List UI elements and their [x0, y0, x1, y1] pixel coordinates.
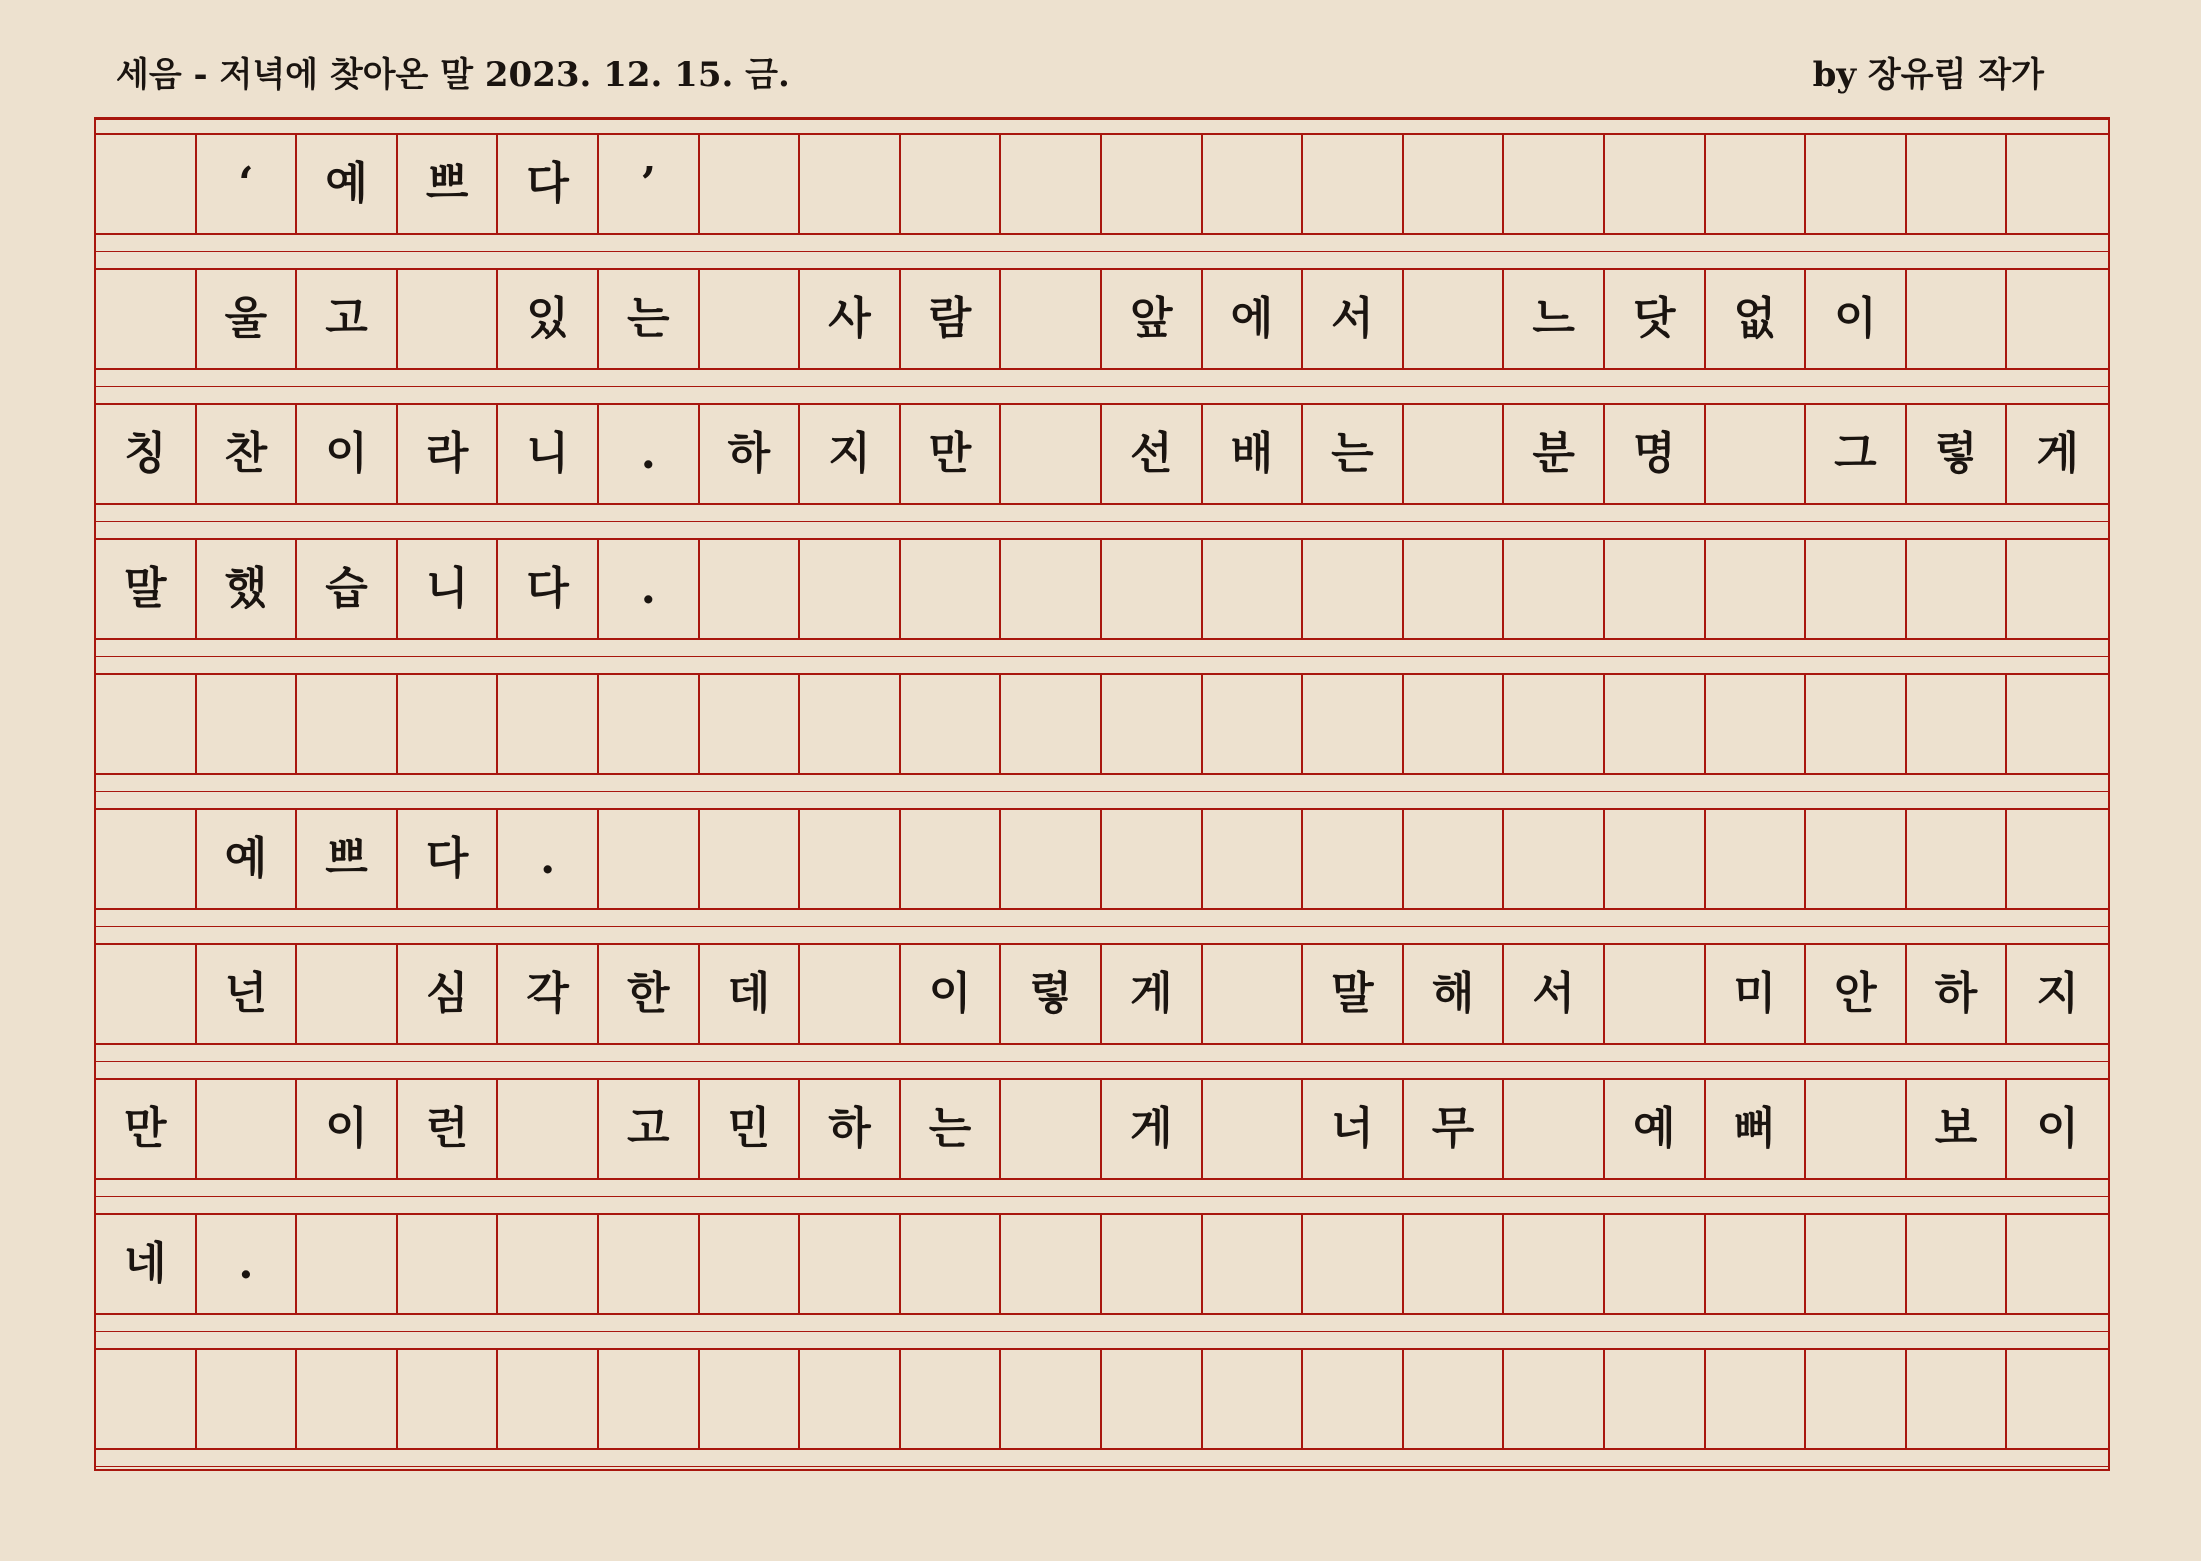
- manuscript-cell: [1605, 945, 1706, 1043]
- manuscript-cell: [2007, 1215, 2108, 1313]
- manuscript-cell: 이: [297, 1080, 398, 1178]
- manuscript-cell: [1504, 1350, 1605, 1448]
- manuscript-cell: [700, 675, 801, 773]
- manuscript-cell: .: [498, 810, 599, 908]
- manuscript-cell: [700, 270, 801, 368]
- margin-rule: [96, 251, 2108, 252]
- manuscript-cell: 사: [800, 270, 901, 368]
- manuscript-cell: [800, 945, 901, 1043]
- manuscript-cell: [800, 675, 901, 773]
- manuscript-cell: .: [599, 405, 700, 503]
- manuscript-cell: 게: [1102, 1080, 1203, 1178]
- manuscript-cell: [1102, 1215, 1203, 1313]
- document-title: 세음 - 저녁에 찾아온 말 2023. 12. 15. 금.: [116, 55, 790, 95]
- manuscript-cell: [1504, 540, 1605, 638]
- manuscript-cell: 넌: [197, 945, 298, 1043]
- manuscript-cell: [1605, 135, 1706, 233]
- manuscript-cell: .: [197, 1215, 298, 1313]
- manuscript-cell: [1102, 810, 1203, 908]
- manuscript-cell: [498, 1350, 599, 1448]
- manuscript-cell: [1504, 1080, 1605, 1178]
- manuscript-cell: [197, 1350, 298, 1448]
- manuscript-cell: 고: [297, 270, 398, 368]
- manuscript-cell: 렇: [1907, 405, 2008, 503]
- manuscript-cell: [1001, 135, 1102, 233]
- manuscript-cell: [1806, 1080, 1907, 1178]
- manuscript-cell: [1404, 540, 1505, 638]
- manuscript-cell: 게: [2036, 428, 2079, 479]
- manuscript-cell: [1605, 675, 1706, 773]
- manuscript-cell: 서: [1504, 945, 1605, 1043]
- manuscript-cell: [700, 1215, 801, 1313]
- manuscript-cell: 지: [2036, 968, 2079, 1019]
- manuscript-cell: 말: [1303, 945, 1404, 1043]
- manuscript-cell: 앞: [1102, 270, 1203, 368]
- manuscript-cell: [1102, 675, 1203, 773]
- manuscript-cell: [1605, 1215, 1706, 1313]
- manuscript-cell: [197, 1080, 298, 1178]
- manuscript-cell: [1203, 1350, 1304, 1448]
- manuscript-cell: [498, 1080, 599, 1178]
- manuscript-cell: [398, 270, 499, 368]
- manuscript-cell: [599, 675, 700, 773]
- manuscript-cell: 말: [96, 540, 197, 638]
- manuscript-cell: [1001, 270, 1102, 368]
- manuscript-cell: 배: [1203, 405, 1304, 503]
- manuscript-cell: [1303, 540, 1404, 638]
- manuscript-sheet: [94, 117, 2110, 1471]
- manuscript-cell: 너: [1303, 1080, 1404, 1178]
- manuscript-cell: [96, 810, 197, 908]
- manuscript-cell: [2007, 270, 2108, 368]
- manuscript-cell: 닷: [1605, 270, 1706, 368]
- manuscript-cell: [96, 135, 197, 233]
- manuscript-cell: 안: [1806, 945, 1907, 1043]
- manuscript-cell: [1102, 1350, 1203, 1448]
- manuscript-cell: [96, 270, 197, 368]
- manuscript-cell: [1404, 405, 1505, 503]
- manuscript-cell: 데: [700, 945, 801, 1043]
- margin-rule: [96, 1466, 2108, 1467]
- manuscript-cell: [1001, 540, 1102, 638]
- manuscript-cell: [1001, 675, 1102, 773]
- manuscript-cell: [700, 540, 801, 638]
- manuscript-cell: [1203, 675, 1304, 773]
- manuscript-cell: [700, 1350, 801, 1448]
- manuscript-row: [96, 1213, 2108, 1315]
- margin-rule: [96, 656, 2108, 657]
- manuscript-cell: [1504, 1215, 1605, 1313]
- manuscript-cell: [1303, 810, 1404, 908]
- manuscript-cell: [96, 1350, 197, 1448]
- manuscript-cell: [1806, 675, 1907, 773]
- manuscript-cell: [800, 810, 901, 908]
- manuscript-cell: 예: [1605, 1080, 1706, 1178]
- manuscript-cell: 느: [1504, 270, 1605, 368]
- manuscript-cell: 고: [599, 1080, 700, 1178]
- manuscript-cell: [1404, 135, 1505, 233]
- manuscript-cell: 쁘: [297, 810, 398, 908]
- manuscript-cell: [1404, 1350, 1505, 1448]
- manuscript-cell: [1203, 1215, 1304, 1313]
- manuscript-cell: [1806, 1215, 1907, 1313]
- manuscript-cell: [96, 675, 197, 773]
- manuscript-cell: [1203, 945, 1304, 1043]
- manuscript-cell: 에: [1203, 270, 1304, 368]
- manuscript-cell: [297, 1350, 398, 1448]
- margin-rule: [96, 386, 2108, 387]
- manuscript-cell: 니: [398, 540, 499, 638]
- manuscript-cell: 니: [498, 405, 599, 503]
- manuscript-cell: 해: [1404, 945, 1505, 1043]
- manuscript-cell: [1907, 270, 2008, 368]
- manuscript-cell: ‘: [197, 135, 298, 233]
- manuscript-cell: [1907, 1350, 2008, 1448]
- manuscript-cell: 민: [700, 1080, 801, 1178]
- manuscript-cell: [1504, 675, 1605, 773]
- manuscript-cell: 했: [197, 540, 298, 638]
- manuscript-cell: [498, 675, 599, 773]
- manuscript-cell: [901, 540, 1002, 638]
- manuscript-cell: [1001, 810, 1102, 908]
- manuscript-cell: [398, 1215, 499, 1313]
- manuscript-row: [96, 1348, 2108, 1450]
- manuscript-cell: 라: [398, 405, 499, 503]
- manuscript-cell: 이: [1806, 270, 1907, 368]
- manuscript-cell: [498, 1215, 599, 1313]
- manuscript-cell: [398, 1350, 499, 1448]
- manuscript-cell: [1706, 810, 1807, 908]
- manuscript-cell: [800, 540, 901, 638]
- manuscript-cell: [1303, 1350, 1404, 1448]
- margin-rule: [96, 521, 2108, 522]
- manuscript-cell: 다: [498, 540, 599, 638]
- manuscript-cell: 있: [498, 270, 599, 368]
- manuscript-cell: [1806, 1350, 1907, 1448]
- manuscript-cell: [2007, 810, 2108, 908]
- manuscript-cell: [1203, 810, 1304, 908]
- manuscript-cell: [1605, 540, 1706, 638]
- manuscript-cell: [1907, 675, 2008, 773]
- manuscript-cell: [700, 810, 801, 908]
- manuscript-cell: [1806, 135, 1907, 233]
- manuscript-cell: 는: [1303, 405, 1404, 503]
- manuscript-cell: 명: [1605, 405, 1706, 503]
- manuscript-cell: [1706, 135, 1807, 233]
- author-credit: by 장유림 작가: [1812, 55, 2044, 95]
- manuscript-cell: [800, 135, 901, 233]
- manuscript-cell: [1907, 540, 2008, 638]
- manuscript-cell: ’: [599, 135, 700, 233]
- manuscript-cell: [1303, 1215, 1404, 1313]
- manuscript-cell: [297, 675, 398, 773]
- manuscript-cell: 하: [800, 1080, 901, 1178]
- manuscript-cell: [297, 945, 398, 1043]
- manuscript-row: [96, 673, 2108, 775]
- manuscript-cell: [1001, 1215, 1102, 1313]
- manuscript-cell: [1001, 405, 1102, 503]
- manuscript-cell: [1203, 135, 1304, 233]
- manuscript-cell: 예: [197, 810, 298, 908]
- manuscript-cell: [1102, 135, 1203, 233]
- manuscript-cell: [599, 1215, 700, 1313]
- manuscript-cell: 이: [901, 945, 1002, 1043]
- manuscript-cell: 이: [2036, 1103, 2079, 1154]
- manuscript-cell: [1404, 675, 1505, 773]
- manuscript-cell: [2007, 540, 2108, 638]
- manuscript-cell: 보: [1907, 1080, 2008, 1178]
- manuscript-row: [96, 268, 2108, 370]
- manuscript-cell: 없: [1706, 270, 1807, 368]
- manuscript-cell: [800, 1215, 901, 1313]
- margin-rule: [96, 926, 2108, 927]
- manuscript-cell: [599, 1350, 700, 1448]
- manuscript-cell: [901, 135, 1002, 233]
- manuscript-cell: [1706, 540, 1807, 638]
- manuscript-row: [96, 538, 2108, 640]
- manuscript-cell: [2007, 135, 2108, 233]
- manuscript-row: [96, 133, 2108, 235]
- margin-rule: [96, 791, 2108, 792]
- manuscript-cell: [197, 675, 298, 773]
- manuscript-cell: 하: [700, 405, 801, 503]
- manuscript-cell: [1504, 810, 1605, 908]
- manuscript-cell: 습: [297, 540, 398, 638]
- manuscript-cell: [1806, 540, 1907, 638]
- manuscript-cell: [1605, 1350, 1706, 1448]
- manuscript-cell: [1203, 1080, 1304, 1178]
- manuscript-cell: [1203, 540, 1304, 638]
- margin-rule: [96, 119, 2108, 120]
- manuscript-cell: [1907, 1215, 2008, 1313]
- manuscript-row: [96, 1078, 2108, 1180]
- manuscript-cell: [901, 1350, 1002, 1448]
- manuscript-cell: [1404, 1215, 1505, 1313]
- manuscript-cell: 무: [1404, 1080, 1505, 1178]
- manuscript-cell: [901, 675, 1002, 773]
- manuscript-cell: [1907, 810, 2008, 908]
- manuscript-cell: .: [599, 540, 700, 638]
- manuscript-cell: [398, 675, 499, 773]
- manuscript-cell: 다: [498, 135, 599, 233]
- manuscript-cell: [1001, 1350, 1102, 1448]
- manuscript-cell: [96, 945, 197, 1043]
- manuscript-cell: 분: [1504, 405, 1605, 503]
- manuscript-cell: 렇: [1001, 945, 1102, 1043]
- manuscript-cell: 서: [1303, 270, 1404, 368]
- manuscript-cell: [800, 1350, 901, 1448]
- manuscript-cell: [1001, 1080, 1102, 1178]
- manuscript-cell: [1706, 1350, 1807, 1448]
- manuscript-cell: 하: [1907, 945, 2008, 1043]
- manuscript-cell: 칭: [96, 405, 197, 503]
- manuscript-cell: 런: [398, 1080, 499, 1178]
- manuscript-cell: 각: [498, 945, 599, 1043]
- margin-rule: [96, 1196, 2108, 1197]
- manuscript-cell: 만: [901, 405, 1002, 503]
- manuscript-cell: [1706, 675, 1807, 773]
- manuscript-cell: 지: [800, 405, 901, 503]
- manuscript-cell: 그: [1806, 405, 1907, 503]
- manuscript-cell: 이: [297, 405, 398, 503]
- manuscript-cell: [901, 810, 1002, 908]
- manuscript-cell: [1907, 135, 2008, 233]
- manuscript-cell: 쁘: [398, 135, 499, 233]
- manuscript-cell: [1605, 810, 1706, 908]
- manuscript-cell: 심: [398, 945, 499, 1043]
- manuscript-cell: 한: [599, 945, 700, 1043]
- margin-rule: [96, 1061, 2108, 1062]
- manuscript-cell: [1404, 810, 1505, 908]
- manuscript-cell: 찬: [197, 405, 298, 503]
- manuscript-cell: [1706, 1215, 1807, 1313]
- manuscript-cell: 예: [297, 135, 398, 233]
- manuscript-cell: 는: [901, 1080, 1002, 1178]
- manuscript-cell: 게: [1102, 945, 1203, 1043]
- manuscript-cell: [1303, 675, 1404, 773]
- manuscript-grid: [96, 119, 2108, 1469]
- manuscript-cell: [2007, 1350, 2108, 1448]
- manuscript-cell: [297, 1215, 398, 1313]
- manuscript-cell: [901, 1215, 1002, 1313]
- manuscript-cell: [1706, 405, 1807, 503]
- manuscript-row: [96, 403, 2108, 505]
- manuscript-cell: 뻐: [1706, 1080, 1807, 1178]
- margin-rule: [96, 1331, 2108, 1332]
- manuscript-cell: 울: [197, 270, 298, 368]
- manuscript-cell: 다: [398, 810, 499, 908]
- manuscript-cell: [1404, 270, 1505, 368]
- manuscript-cell: [1303, 135, 1404, 233]
- manuscript-cell: 는: [599, 270, 700, 368]
- manuscript-cell: 미: [1706, 945, 1807, 1043]
- manuscript-cell: 람: [901, 270, 1002, 368]
- manuscript-cell: [1504, 135, 1605, 233]
- manuscript-cell: [2007, 675, 2108, 773]
- manuscript-row: [96, 808, 2108, 910]
- manuscript-cell: 선: [1102, 405, 1203, 503]
- manuscript-cell: [1102, 540, 1203, 638]
- manuscript-row: [96, 943, 2108, 1045]
- manuscript-cell: 만: [96, 1080, 197, 1178]
- manuscript-cell: 네: [96, 1215, 197, 1313]
- manuscript-cell: [599, 810, 700, 908]
- manuscript-cell: [700, 135, 801, 233]
- manuscript-cell: [1806, 810, 1907, 908]
